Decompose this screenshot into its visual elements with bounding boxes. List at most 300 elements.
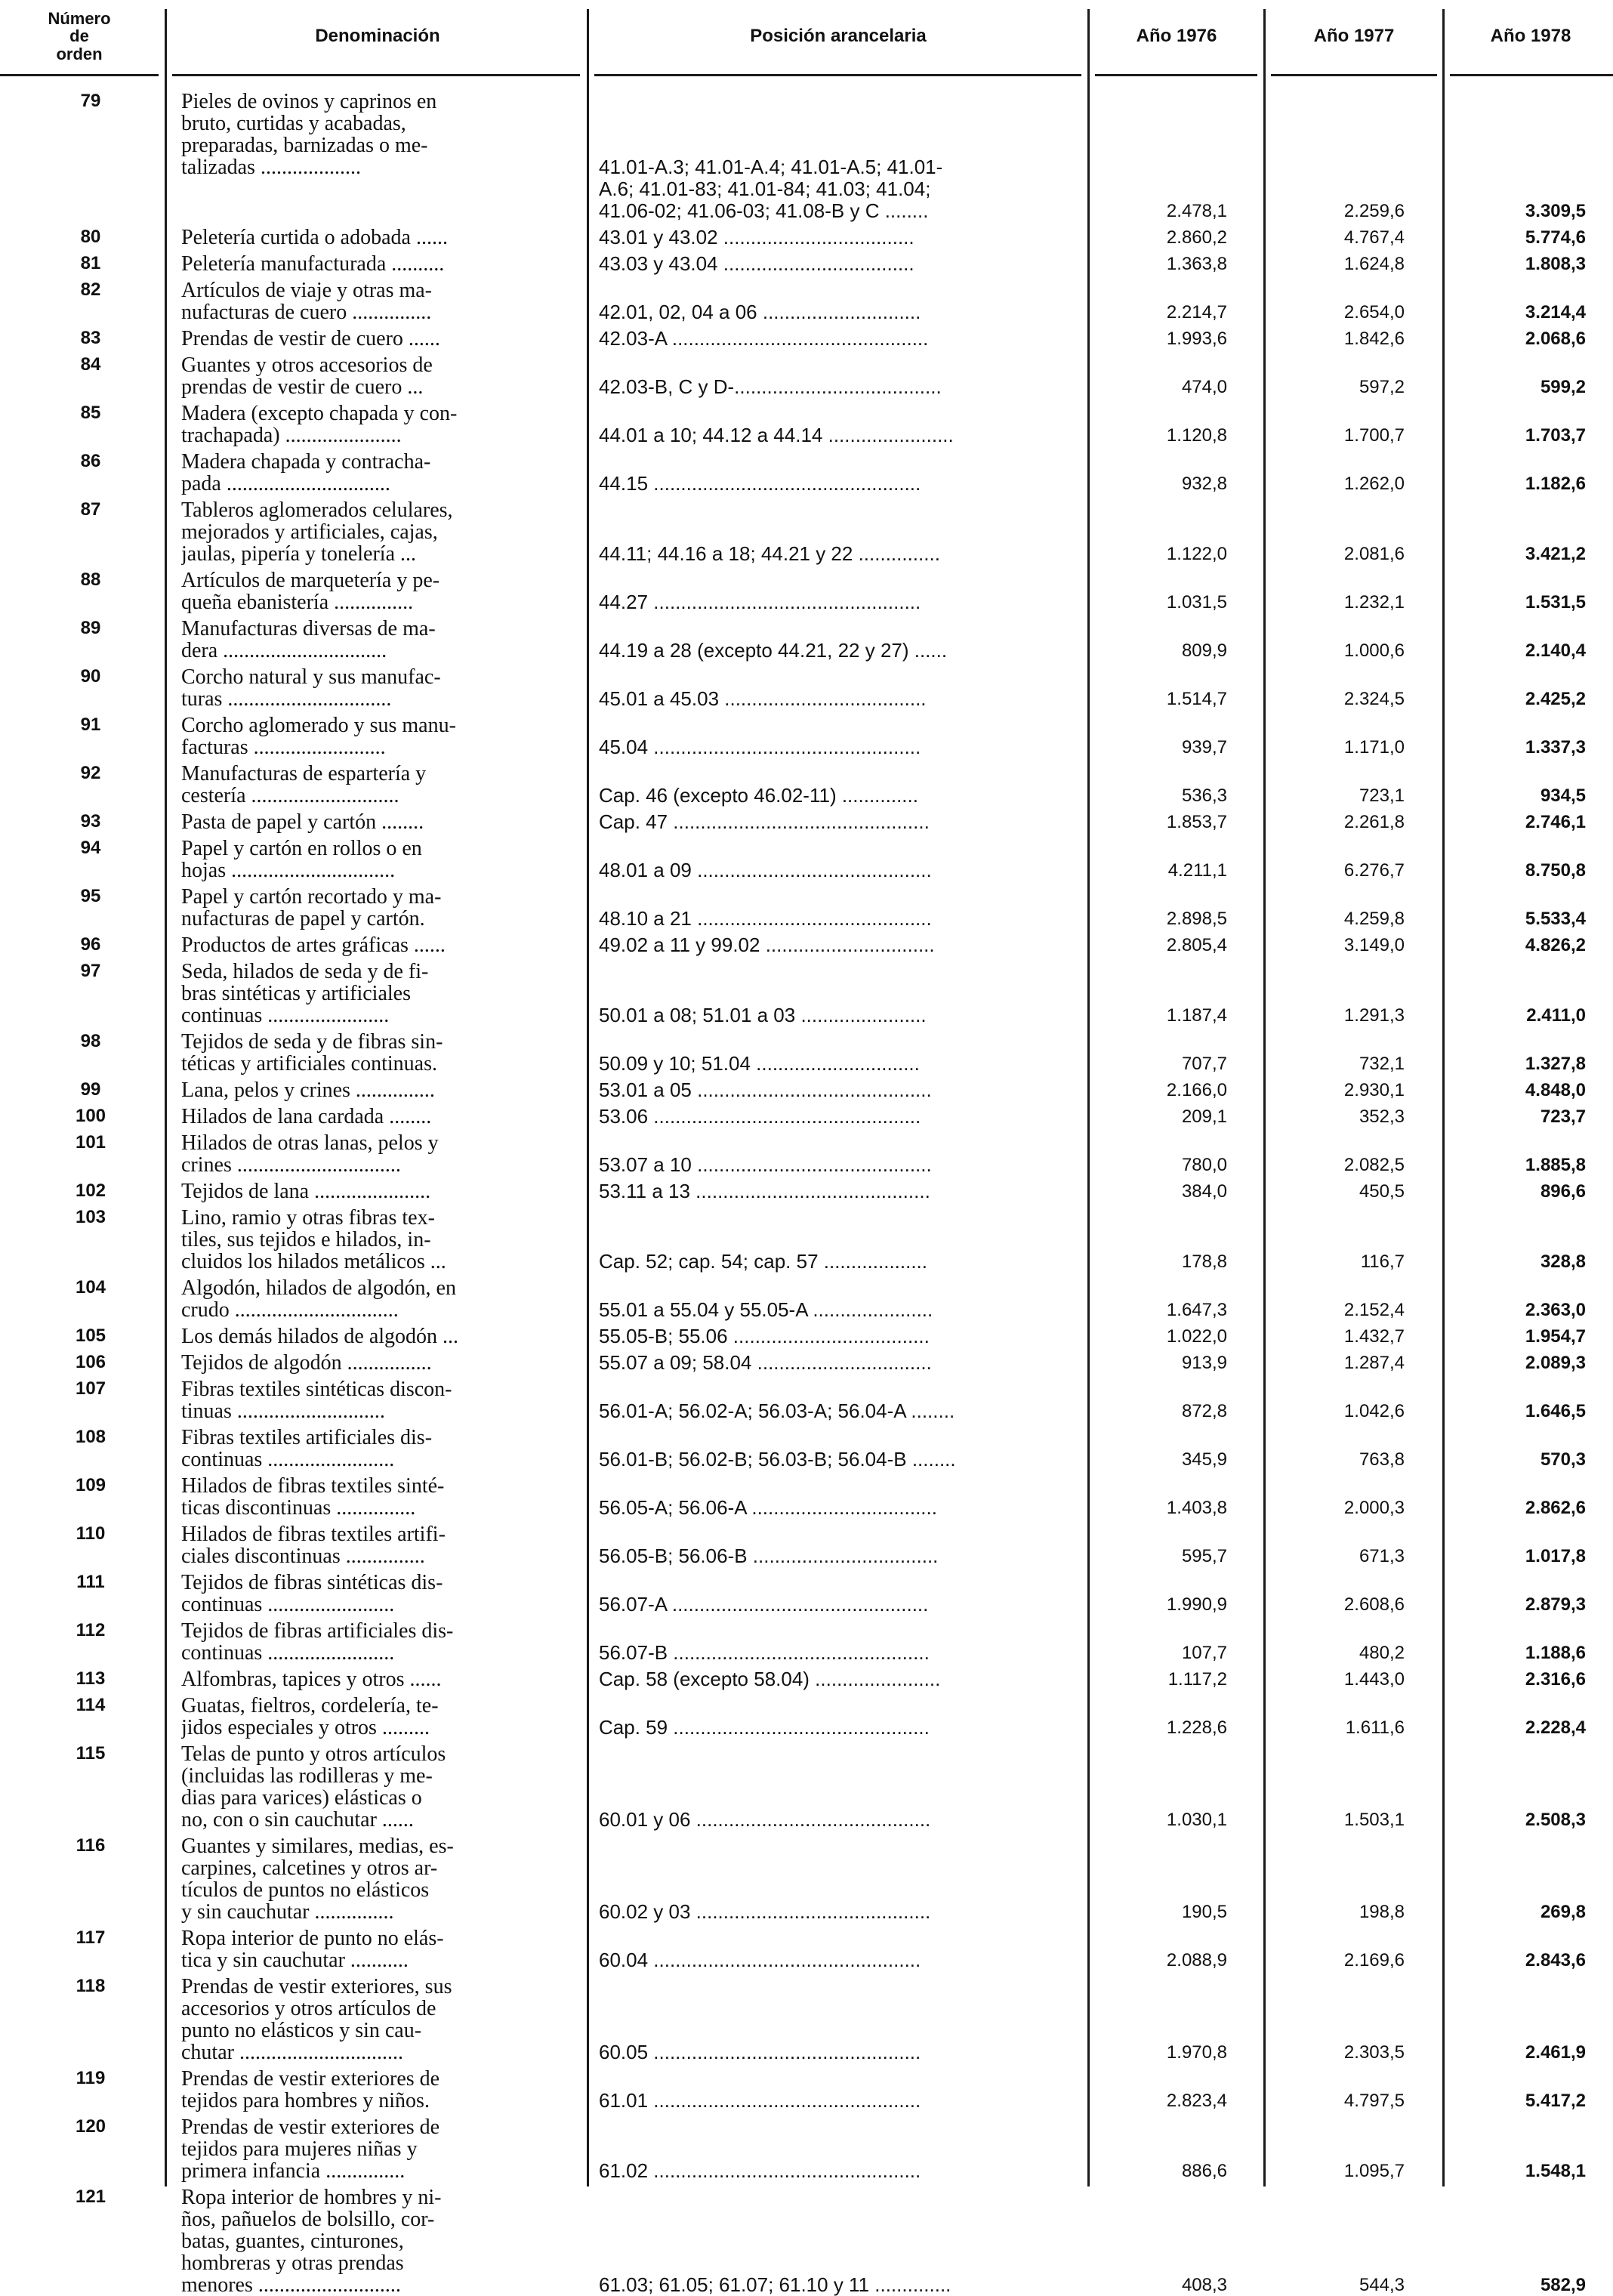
header-denominacion: Denominación	[315, 26, 440, 47]
posicion-line: 41.06-02; 41.06-03; 41.08-B y C ........	[599, 200, 929, 222]
value-1978: 1.017,8	[1525, 1546, 1586, 1566]
posicion-line	[599, 1998, 1076, 2020]
value-1978: 2.746,1	[1525, 812, 1586, 832]
posicion-line	[599, 1523, 1076, 1545]
value-1976: 536,3	[1181, 785, 1227, 806]
table-row	[0, 1427, 1613, 1470]
denominacion-line: primera infancia ...............	[181, 2160, 406, 2182]
table-row	[0, 1620, 1613, 1664]
posicion-line	[599, 1620, 1076, 1642]
value-1976: 707,7	[1181, 1054, 1227, 1074]
posicion-line	[599, 403, 1076, 424]
table-row	[0, 1572, 1613, 1616]
row-posicion-arancelaria	[599, 1835, 1076, 1923]
row-denominacion	[181, 714, 581, 758]
row-denominacion	[181, 1572, 581, 1616]
row-posicion-arancelaria	[599, 618, 1076, 662]
posicion-line	[599, 2116, 1076, 2138]
value-1976: 2.823,4	[1166, 2091, 1227, 2111]
value-1978: 5.417,2	[1525, 2091, 1586, 2111]
value-1976: 1.030,1	[1166, 1810, 1227, 1830]
denominacion-line: continuas ........................	[181, 1642, 395, 1664]
denominacion-line: Prendas de vestir exteriores de	[181, 2116, 440, 2138]
denominacion-line: tiles, sus tejidos e hilados, in-	[181, 1229, 431, 1251]
value-1976: 474,0	[1181, 377, 1227, 397]
value-1976: 2.898,5	[1166, 909, 1227, 929]
row-denominacion	[181, 934, 581, 956]
header-num-line: orden	[56, 44, 103, 63]
posicion-line: 49.02 a 11 y 99.02 ...............................	[599, 934, 935, 956]
value-1978: 5.533,4	[1525, 909, 1586, 929]
row-number: 103	[75, 1207, 106, 1227]
row-denominacion	[181, 451, 581, 495]
row-posicion-arancelaria	[599, 934, 1076, 956]
denominacion-line: cluidos los hilados metálicos ...	[181, 1251, 446, 1273]
denominacion-line: hojas ...............................	[181, 859, 396, 881]
table-row	[0, 1106, 1613, 1128]
row-denominacion	[181, 1427, 581, 1470]
posicion-line: A.6; 41.01-83; 41.01-84; 41.03; 41.04;	[599, 178, 931, 200]
denominacion-line: no, con o sin cauchutar ......	[181, 1809, 414, 1831]
value-1978: 2.068,6	[1525, 329, 1586, 349]
header-posicion-arancelaria: Posición arancelaria	[750, 26, 927, 47]
denominacion-line: Tableros aglomerados celulares,	[181, 499, 453, 521]
denominacion-line: Lana, pelos y crines ...............	[181, 1079, 435, 1101]
posicion-line	[599, 1572, 1076, 1594]
denominacion-line: téticas y artificiales continuas.	[181, 1053, 437, 1075]
posicion-line: 53.06 .................................................	[599, 1106, 921, 1128]
posicion-line	[599, 134, 1076, 156]
row-number: 112	[76, 1620, 106, 1640]
row-number: 89	[80, 618, 101, 638]
table-row	[0, 1475, 1613, 1519]
row-denominacion	[181, 1976, 581, 2063]
value-1978: 2.228,4	[1525, 1717, 1586, 1738]
table-row	[0, 811, 1613, 833]
posicion-line	[599, 1229, 1076, 1251]
row-posicion-arancelaria	[599, 451, 1076, 495]
posicion-line	[599, 886, 1076, 908]
row-posicion-arancelaria	[599, 1031, 1076, 1075]
value-1977: 544,3	[1359, 2275, 1405, 2295]
header-num-line: de	[69, 26, 89, 46]
posicion-line	[599, 1976, 1076, 1998]
row-denominacion	[181, 403, 581, 446]
denominacion-line: Tejidos de seda y de fibras sin-	[181, 1031, 443, 1053]
value-1977: 2.261,8	[1343, 812, 1405, 832]
row-posicion-arancelaria	[599, 1378, 1076, 1422]
value-1977: 1.443,0	[1343, 1669, 1405, 1690]
value-1977: 1.171,0	[1343, 737, 1405, 758]
table-row	[0, 1207, 1613, 1273]
denominacion-line: Alfombras, tapices y otros ......	[181, 1668, 442, 1690]
row-posicion-arancelaria	[599, 1106, 1076, 1128]
row-posicion-arancelaria	[599, 838, 1076, 881]
denominacion-line: Algodón, hilados de algodón, en	[181, 1277, 456, 1299]
row-denominacion	[181, 1835, 581, 1923]
posicion-line: 53.01 a 05 ...........................................	[599, 1079, 932, 1101]
value-1977: 2.303,5	[1343, 2042, 1405, 2063]
row-denominacion	[181, 1523, 581, 1567]
value-1977: 2.000,3	[1343, 1498, 1405, 1518]
row-posicion-arancelaria	[599, 1475, 1076, 1519]
posicion-line	[599, 91, 1076, 113]
table-row	[0, 2116, 1613, 2182]
header-numero-de-orden	[0, 0, 159, 73]
value-1978: 4.826,2	[1525, 935, 1586, 955]
value-1977: 597,2	[1359, 377, 1405, 397]
posicion-line: 48.01 a 09 ...........................................	[599, 859, 932, 881]
posicion-line	[599, 2252, 1076, 2274]
value-1976: 1.403,8	[1166, 1498, 1227, 1518]
posicion-line	[599, 1277, 1076, 1299]
posicion-line: 60.05 .................................................	[599, 2041, 921, 2063]
denominacion-line: preparadas, barnizadas o me-	[181, 134, 428, 156]
table-row	[0, 1325, 1613, 1347]
value-1977: 4.767,4	[1343, 227, 1405, 248]
posicion-line: 44.11; 44.16 a 18; 44.21 y 22 ...............	[599, 543, 940, 565]
value-1978: 8.750,8	[1525, 860, 1586, 881]
posicion-line: 45.04 .................................................	[599, 736, 921, 758]
value-1978: 896,6	[1540, 1181, 1586, 1202]
value-1976: 1.647,3	[1166, 1300, 1227, 1320]
denominacion-line: Peletería curtida o adobada ......	[181, 227, 448, 248]
posicion-line	[599, 763, 1076, 785]
row-denominacion	[181, 1743, 581, 1831]
value-1976: 1.363,8	[1166, 254, 1227, 274]
posicion-line	[599, 838, 1076, 859]
posicion-line	[599, 1765, 1076, 1787]
table-row	[0, 934, 1613, 956]
posicion-line	[599, 2186, 1076, 2208]
value-1976: 1.117,2	[1167, 1669, 1227, 1690]
row-number: 100	[75, 1106, 106, 1126]
row-denominacion	[181, 91, 581, 178]
value-1977: 1.611,6	[1345, 1717, 1405, 1738]
value-1976: 872,8	[1181, 1401, 1227, 1421]
row-posicion-arancelaria	[599, 1668, 1076, 1690]
table-row	[0, 91, 1613, 222]
table-row	[0, 1743, 1613, 1831]
row-number: 108	[75, 1427, 106, 1447]
denominacion-line: Corcho natural y sus manufac-	[181, 666, 441, 688]
denominacion-line: Artículos de marquetería y pe-	[181, 569, 440, 591]
denominacion-line: hombreras y otras prendas	[181, 2252, 404, 2274]
value-1976: 1.228,6	[1166, 1717, 1227, 1738]
posicion-line: 61.02 .................................................	[599, 2160, 921, 2182]
denominacion-line: queña ebanistería ...............	[181, 591, 414, 613]
header-ano-1978: Año 1978	[1490, 26, 1571, 47]
value-1977: 1.287,4	[1343, 1353, 1405, 1373]
row-posicion-arancelaria	[599, 1695, 1076, 1739]
posicion-line: 42.03-B, C y D-......................................	[599, 376, 942, 398]
posicion-line	[599, 2068, 1076, 2090]
posicion-line	[599, 983, 1076, 1004]
value-1977: 2.169,6	[1343, 1950, 1405, 1970]
row-number: 83	[80, 328, 101, 348]
denominacion-line: prendas de vestir de cuero ...	[181, 376, 424, 398]
denominacion-line: Fibras textiles artificiales dis-	[181, 1427, 433, 1449]
denominacion-line: continuas ........................	[181, 1594, 395, 1616]
posicion-line: 53.11 a 13 ...........................................	[599, 1180, 930, 1202]
value-1976: 1.990,9	[1166, 1594, 1227, 1615]
row-denominacion	[181, 1325, 581, 1347]
denominacion-line: Tejidos de fibras artificiales dis-	[181, 1620, 454, 1642]
row-posicion-arancelaria	[599, 1743, 1076, 1831]
denominacion-line: Prendas de vestir exteriores, sus	[181, 1976, 452, 1998]
row-denominacion	[181, 1180, 581, 1202]
denominacion-line: crines ...............................	[181, 1154, 401, 1176]
row-number: 116	[76, 1835, 106, 1856]
value-1976: 1.031,5	[1166, 592, 1227, 613]
value-1977: 116,7	[1360, 1251, 1405, 1272]
value-1977: 2.082,5	[1343, 1155, 1405, 1175]
value-1978: 1.531,5	[1525, 592, 1586, 613]
row-posicion-arancelaria	[599, 1427, 1076, 1470]
value-1977: 1.291,3	[1343, 1005, 1405, 1026]
row-denominacion	[181, 838, 581, 881]
row-denominacion	[181, 1277, 581, 1321]
row-number: 113	[76, 1668, 106, 1689]
row-posicion-arancelaria	[599, 91, 1076, 222]
denominacion-line: Corcho aglomerado y sus manu-	[181, 714, 456, 736]
value-1977: 1.624,8	[1343, 254, 1405, 274]
denominacion-line: Guantes y otros accesorios de	[181, 354, 433, 376]
posicion-line: Cap. 46 (excepto 46.02-11) ..............	[599, 785, 918, 807]
row-posicion-arancelaria	[599, 666, 1076, 710]
row-denominacion	[181, 763, 581, 807]
posicion-line	[599, 1378, 1076, 1400]
posicion-line: 55.01 a 55.04 y 55.05-A ......................	[599, 1299, 933, 1321]
posicion-line: 60.04 .................................................	[599, 1949, 921, 1971]
value-1976: 2.088,9	[1166, 1950, 1227, 1970]
posicion-line	[599, 714, 1076, 736]
posicion-line: 56.07-B ...............................................	[599, 1642, 930, 1664]
denominacion-line: trachapada) ......................	[181, 424, 402, 446]
value-1978: 1.703,7	[1525, 425, 1586, 446]
value-1976: 595,7	[1181, 1546, 1227, 1566]
value-1976: 178,8	[1181, 1251, 1227, 1272]
row-number: 115	[76, 1743, 106, 1764]
value-1976: 809,9	[1181, 640, 1227, 661]
row-number: 86	[80, 451, 101, 471]
posicion-line: 61.01 .................................................	[599, 2090, 921, 2112]
row-denominacion	[181, 279, 581, 323]
posicion-line: 50.09 y 10; 51.04 ..............................	[599, 1053, 920, 1075]
table-row	[0, 569, 1613, 613]
table-row	[0, 1668, 1613, 1690]
table-row	[0, 354, 1613, 398]
row-number: 84	[80, 354, 101, 375]
posicion-line: 55.07 a 09; 58.04 ................................	[599, 1352, 932, 1374]
row-denominacion	[181, 666, 581, 710]
posicion-line: Cap. 52; cap. 54; cap. 57 ...................	[599, 1251, 928, 1273]
row-number: 98	[80, 1031, 101, 1051]
value-1977: 1.432,7	[1343, 1326, 1405, 1347]
table-row	[0, 961, 1613, 1026]
table-row	[0, 227, 1613, 248]
value-1978: 2.461,9	[1525, 2042, 1586, 2063]
value-1978: 5.774,6	[1525, 227, 1586, 248]
denominacion-line: ños, pañuelos de bolsillo, cor-	[181, 2208, 435, 2230]
posicion-line: 53.07 a 10 ...........................................	[599, 1154, 932, 1176]
header-ano-1976: Año 1976	[1136, 26, 1217, 47]
value-1977: 6.276,7	[1343, 860, 1405, 881]
value-1978: 1.548,1	[1525, 2161, 1586, 2181]
value-1978: 1.808,3	[1525, 254, 1586, 274]
posicion-line	[599, 1427, 1076, 1449]
row-denominacion	[181, 618, 581, 662]
row-number: 109	[75, 1475, 106, 1495]
row-denominacion	[181, 1079, 581, 1101]
row-denominacion	[181, 1620, 581, 1664]
denominacion-line: dias para varices) elásticas o	[181, 1787, 422, 1809]
table-row	[0, 1352, 1613, 1374]
value-1978: 2.862,6	[1525, 1498, 1586, 1518]
posicion-line	[599, 113, 1076, 134]
row-denominacion	[181, 354, 581, 398]
posicion-line: 60.01 y 06 ...........................................	[599, 1809, 931, 1831]
value-1976: 932,8	[1181, 474, 1227, 494]
value-1978: 2.363,0	[1525, 1300, 1586, 1320]
row-denominacion	[181, 1132, 581, 1176]
denominacion-line: y sin cauchutar ...............	[181, 1901, 394, 1923]
denominacion-line: Manufacturas de espartería y	[181, 763, 427, 785]
row-posicion-arancelaria	[599, 1132, 1076, 1176]
row-posicion-arancelaria	[599, 253, 1076, 275]
posicion-line: 55.05-B; 55.06 ....................................	[599, 1325, 930, 1347]
row-number: 87	[80, 499, 101, 520]
row-number: 90	[80, 666, 101, 687]
value-1977: 4.259,8	[1343, 909, 1405, 929]
posicion-line: 56.07-A ...............................................	[599, 1594, 929, 1616]
posicion-line: Cap. 59 ...............................................	[599, 1717, 930, 1739]
row-posicion-arancelaria	[599, 1079, 1076, 1101]
table-row	[0, 1277, 1613, 1321]
value-1977: 732,1	[1359, 1054, 1405, 1074]
denominacion-line: jidos especiales y otros .........	[181, 1717, 430, 1739]
value-1978: 723,7	[1540, 1106, 1586, 1127]
row-number: 102	[75, 1180, 106, 1201]
value-1977: 1.503,1	[1343, 1810, 1405, 1830]
posicion-line	[599, 1031, 1076, 1053]
row-posicion-arancelaria	[599, 1277, 1076, 1321]
value-1976: 2.805,4	[1166, 935, 1227, 955]
row-denominacion	[181, 253, 581, 275]
denominacion-line: batas, guantes, cinturones,	[181, 2230, 404, 2252]
posicion-line	[599, 1475, 1076, 1497]
denominacion-line: talizadas ...................	[181, 156, 361, 178]
header-rule	[1450, 74, 1613, 76]
table-row	[0, 763, 1613, 807]
table-row	[0, 838, 1613, 881]
value-1976: 1.514,7	[1166, 689, 1227, 709]
value-1978: 2.879,3	[1525, 1594, 1586, 1615]
row-posicion-arancelaria	[599, 499, 1076, 565]
denominacion-line: Madera (excepto chapada y con-	[181, 403, 458, 424]
row-posicion-arancelaria	[599, 354, 1076, 398]
table-row	[0, 1976, 1613, 2063]
value-1976: 939,7	[1181, 737, 1227, 758]
posicion-line: 56.05-B; 56.06-B ..................................	[599, 1545, 939, 1567]
value-1977: 1.262,0	[1343, 474, 1405, 494]
table-row	[0, 2186, 1613, 2296]
posicion-line: 56.05-A; 56.06-A ..................................	[599, 1497, 937, 1519]
table-row	[0, 1031, 1613, 1075]
value-1977: 1.000,6	[1343, 640, 1405, 661]
posicion-line: 42.01, 02, 04 a 06 .............................	[599, 301, 921, 323]
value-1976: 384,0	[1181, 1181, 1227, 1202]
posicion-line	[599, 1743, 1076, 1765]
denominacion-line: nufacturas de papel y cartón.	[181, 908, 425, 930]
row-number: 120	[75, 2116, 106, 2137]
value-1976: 4.211,1	[1167, 860, 1227, 881]
row-number: 93	[80, 811, 101, 832]
value-1978: 3.421,2	[1525, 544, 1586, 564]
row-posicion-arancelaria	[599, 328, 1076, 350]
denominacion-line: facturas .........................	[181, 736, 386, 758]
value-1976: 209,1	[1181, 1106, 1227, 1127]
table-row	[0, 1523, 1613, 1567]
row-posicion-arancelaria	[599, 811, 1076, 833]
row-posicion-arancelaria	[599, 227, 1076, 248]
table-row	[0, 1180, 1613, 1202]
row-denominacion	[181, 1207, 581, 1273]
denominacion-line: punto no elásticos y sin cau-	[181, 2020, 422, 2041]
table-row	[0, 1927, 1613, 1971]
row-denominacion	[181, 1927, 581, 1971]
row-denominacion	[181, 1352, 581, 1374]
denominacion-line: Guatas, fieltros, cordelería, te-	[181, 1695, 439, 1717]
value-1978: 2.843,6	[1525, 1950, 1586, 1970]
value-1976: 408,3	[1181, 2275, 1227, 2295]
denominacion-line: Pasta de papel y cartón ........	[181, 811, 424, 833]
posicion-line	[599, 666, 1076, 688]
denominacion-line: Prendas de vestir de cuero ......	[181, 328, 440, 350]
posicion-line: 44.19 a 28 (excepto 44.21, 22 y 27) ......	[599, 640, 948, 662]
table-row	[0, 451, 1613, 495]
posicion-line: 56.01-A; 56.02-A; 56.03-A; 56.04-A ........	[599, 1400, 955, 1422]
posicion-line: 50.01 a 08; 51.01 a 03 .......................	[599, 1004, 927, 1026]
denominacion-line: Ropa interior de punto no elás-	[181, 1927, 444, 1949]
row-number: 110	[76, 1523, 106, 1544]
value-1976: 1.853,7	[1166, 812, 1227, 832]
posicion-line: 56.01-B; 56.02-B; 56.03-B; 56.04-B ........	[599, 1449, 956, 1470]
row-posicion-arancelaria	[599, 1207, 1076, 1273]
row-number: 118	[76, 1976, 106, 1996]
value-1977: 1.700,7	[1343, 425, 1405, 446]
posicion-line	[599, 1927, 1076, 1949]
value-1976: 1.187,4	[1166, 1005, 1227, 1026]
denominacion-line: Fibras textiles sintéticas discon-	[181, 1378, 452, 1400]
value-1977: 763,8	[1359, 1449, 1405, 1470]
value-1977: 2.608,6	[1343, 1594, 1405, 1615]
row-number: 88	[80, 569, 101, 590]
row-denominacion	[181, 1378, 581, 1422]
posicion-line: 44.27 .................................................	[599, 591, 921, 613]
row-posicion-arancelaria	[599, 1927, 1076, 1971]
posicion-line	[599, 1857, 1076, 1879]
posicion-line	[599, 569, 1076, 591]
denominacion-line: Madera chapada y contracha-	[181, 451, 431, 473]
posicion-line	[599, 2138, 1076, 2160]
posicion-line	[599, 2208, 1076, 2230]
denominacion-line: Seda, hilados de seda y de fi-	[181, 961, 429, 983]
posicion-line	[599, 521, 1076, 543]
row-number: 91	[80, 714, 101, 735]
header-ano-1977: Año 1977	[1313, 26, 1395, 47]
row-posicion-arancelaria	[599, 1523, 1076, 1567]
